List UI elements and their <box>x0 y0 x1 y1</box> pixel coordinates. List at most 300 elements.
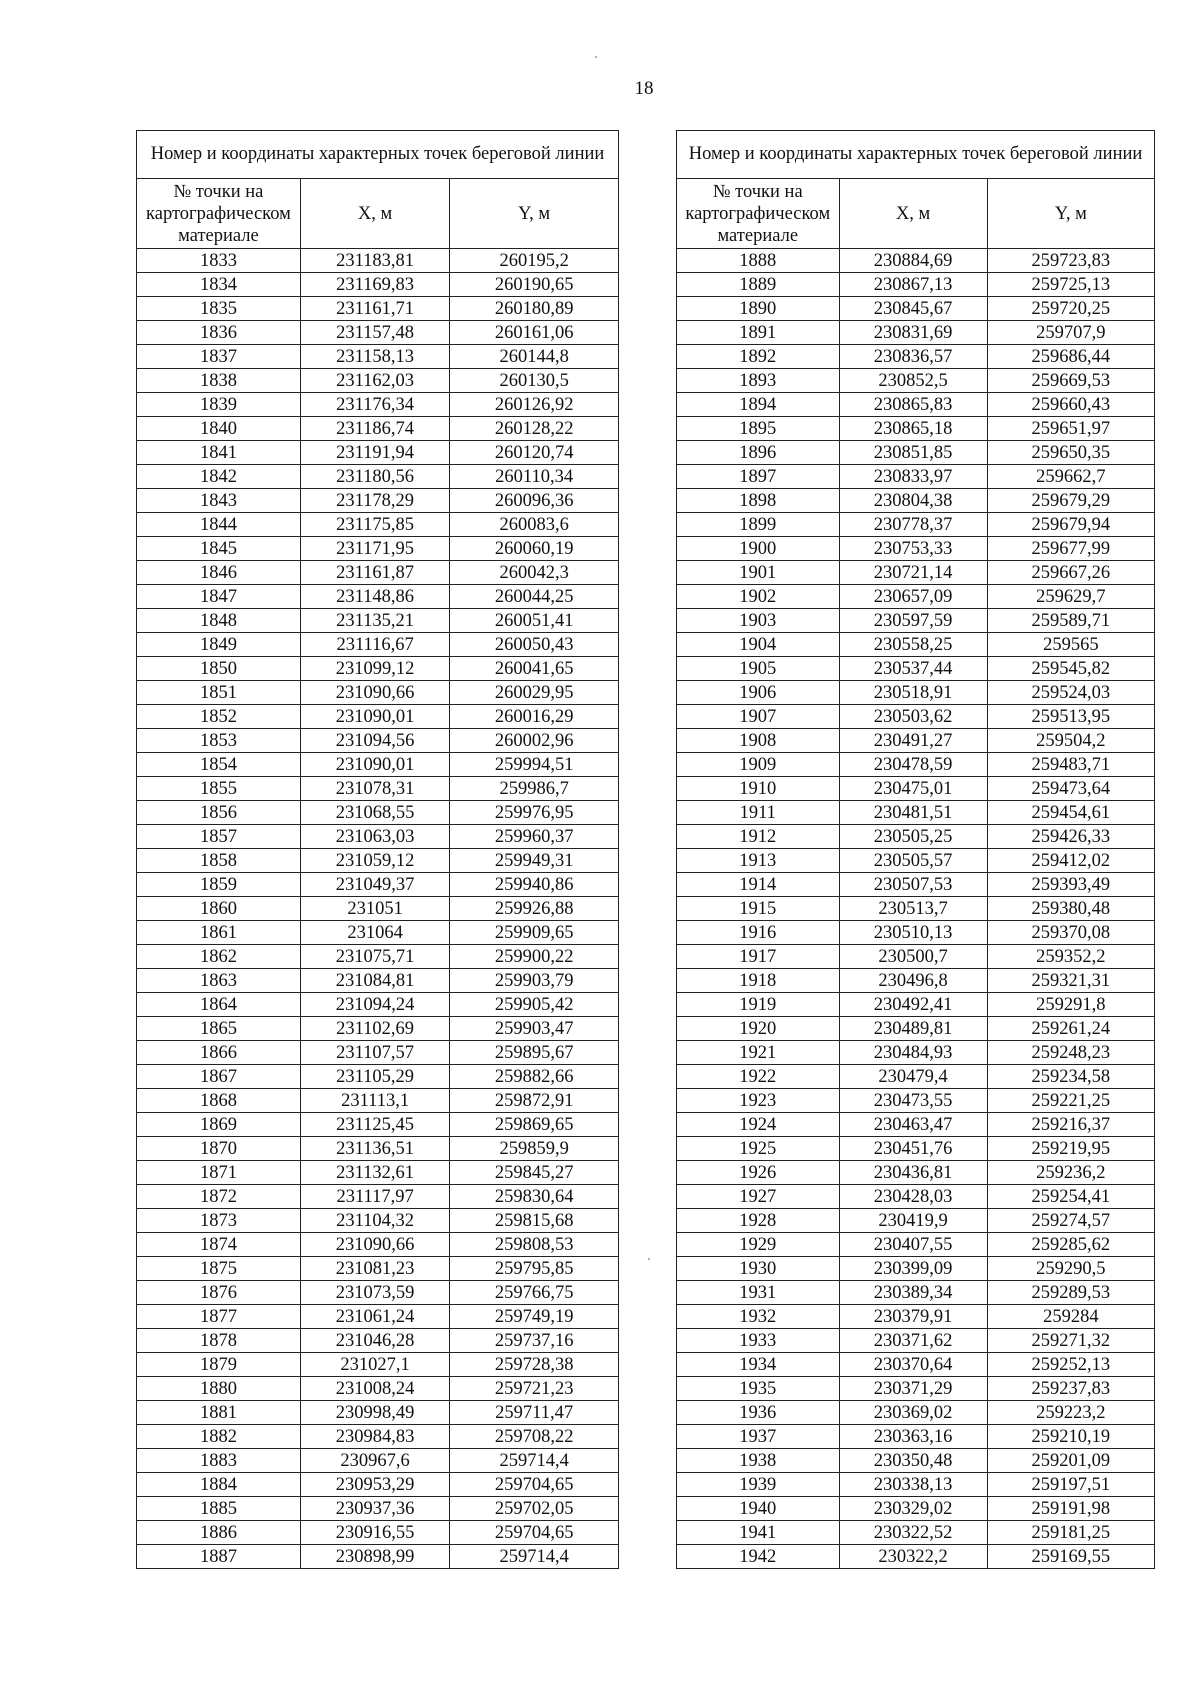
cell-point-number: 1917 <box>677 945 840 969</box>
cell-y: 259721,23 <box>450 1377 619 1401</box>
cell-y: 259869,65 <box>450 1113 619 1137</box>
cell-x: 230329,02 <box>839 1497 987 1521</box>
cell-x: 231084,81 <box>300 969 449 993</box>
cell-point-number: 1895 <box>677 417 840 441</box>
cell-point-number: 1897 <box>677 465 840 489</box>
table-row <box>677 753 1155 777</box>
cell-y: 260029,95 <box>450 681 619 705</box>
scan-speck <box>648 1258 650 1260</box>
table-row <box>137 801 619 825</box>
cell-y: 259815,68 <box>450 1209 619 1233</box>
cell-x: 231135,21 <box>300 609 449 633</box>
table-row <box>137 1377 619 1401</box>
cell-point-number: 1914 <box>677 873 840 897</box>
cell-y: 260144,8 <box>450 345 619 369</box>
cell-x: 230833,97 <box>839 465 987 489</box>
cell-y: 259252,13 <box>987 1353 1154 1377</box>
table-row <box>677 369 1155 393</box>
cell-point-number: 1868 <box>137 1089 301 1113</box>
cell-x: 230399,09 <box>839 1257 987 1281</box>
cell-y: 259291,8 <box>987 993 1154 1017</box>
cell-x: 230407,55 <box>839 1233 987 1257</box>
table-row <box>137 417 619 441</box>
cell-y: 259234,58 <box>987 1065 1154 1089</box>
cell-point-number: 1852 <box>137 705 301 729</box>
cell-x: 230558,25 <box>839 633 987 657</box>
cell-point-number: 1942 <box>677 1545 840 1569</box>
table-row <box>137 633 619 657</box>
cell-x: 231046,28 <box>300 1329 449 1353</box>
table-row <box>137 897 619 921</box>
cell-x: 231008,24 <box>300 1377 449 1401</box>
table-row <box>137 993 619 1017</box>
cell-y: 259737,16 <box>450 1329 619 1353</box>
table-row <box>677 561 1155 585</box>
cell-point-number: 1837 <box>137 345 301 369</box>
cell-x: 230867,13 <box>839 273 987 297</box>
cell-x: 230500,7 <box>839 945 987 969</box>
cell-point-number: 1864 <box>137 993 301 1017</box>
cell-y: 259504,2 <box>987 729 1154 753</box>
cell-x: 231157,48 <box>300 321 449 345</box>
cell-point-number: 1937 <box>677 1425 840 1449</box>
table-row <box>137 1209 619 1233</box>
cell-x: 230478,59 <box>839 753 987 777</box>
cell-x: 230484,93 <box>839 1041 987 1065</box>
cell-point-number: 1891 <box>677 321 840 345</box>
cell-x: 231081,23 <box>300 1257 449 1281</box>
cell-point-number: 1870 <box>137 1137 301 1161</box>
table-row <box>137 441 619 465</box>
table-row <box>677 1449 1155 1473</box>
cell-x: 231049,37 <box>300 873 449 897</box>
cell-x: 231075,71 <box>300 945 449 969</box>
column-header-y: Y, м <box>987 179 1154 249</box>
cell-x: 230491,27 <box>839 729 987 753</box>
cell-x: 231132,61 <box>300 1161 449 1185</box>
table-row <box>677 1281 1155 1305</box>
cell-point-number: 1850 <box>137 657 301 681</box>
cell-point-number: 1921 <box>677 1041 840 1065</box>
cell-point-number: 1924 <box>677 1113 840 1137</box>
table-row <box>137 1497 619 1521</box>
cell-point-number: 1919 <box>677 993 840 1017</box>
cell-x: 230937,36 <box>300 1497 449 1521</box>
table-row <box>677 417 1155 441</box>
cell-y: 259285,62 <box>987 1233 1154 1257</box>
cell-point-number: 1900 <box>677 537 840 561</box>
table-row <box>137 345 619 369</box>
table-row <box>137 777 619 801</box>
cell-point-number: 1889 <box>677 273 840 297</box>
cell-point-number: 1836 <box>137 321 301 345</box>
cell-y: 259513,95 <box>987 705 1154 729</box>
cell-point-number: 1854 <box>137 753 301 777</box>
cell-y: 259882,66 <box>450 1065 619 1089</box>
cell-x: 231158,13 <box>300 345 449 369</box>
cell-x: 230322,52 <box>839 1521 987 1545</box>
cell-y: 259679,29 <box>987 489 1154 513</box>
table-row <box>677 345 1155 369</box>
cell-x: 231107,57 <box>300 1041 449 1065</box>
cell-point-number: 1862 <box>137 945 301 969</box>
cell-y: 260044,25 <box>450 585 619 609</box>
cell-x: 231186,74 <box>300 417 449 441</box>
cell-x: 230865,18 <box>839 417 987 441</box>
cell-point-number: 1883 <box>137 1449 301 1473</box>
cell-x: 230984,83 <box>300 1425 449 1449</box>
cell-x: 231162,03 <box>300 369 449 393</box>
table-row <box>677 801 1155 825</box>
cell-y: 259321,31 <box>987 969 1154 993</box>
cell-point-number: 1882 <box>137 1425 301 1449</box>
table-row <box>677 1017 1155 1041</box>
cell-y: 259290,5 <box>987 1257 1154 1281</box>
table-row <box>677 1257 1155 1281</box>
cell-point-number: 1840 <box>137 417 301 441</box>
cell-y: 259380,48 <box>987 897 1154 921</box>
cell-x: 231116,67 <box>300 633 449 657</box>
cell-y: 260120,74 <box>450 441 619 465</box>
cell-y: 259909,65 <box>450 921 619 945</box>
table-row <box>137 369 619 393</box>
cell-y: 259248,23 <box>987 1041 1154 1065</box>
cell-x: 231171,95 <box>300 537 449 561</box>
cell-point-number: 1922 <box>677 1065 840 1089</box>
cell-point-number: 1899 <box>677 513 840 537</box>
table-row <box>137 273 619 297</box>
cell-x: 231090,66 <box>300 1233 449 1257</box>
cell-point-number: 1887 <box>137 1545 301 1569</box>
table-row <box>137 489 619 513</box>
cell-x: 230370,64 <box>839 1353 987 1377</box>
cell-x: 230753,33 <box>839 537 987 561</box>
cell-point-number: 1869 <box>137 1113 301 1137</box>
cell-x: 230597,59 <box>839 609 987 633</box>
table-row <box>137 1089 619 1113</box>
table-row <box>677 321 1155 345</box>
cell-y: 259704,65 <box>450 1521 619 1545</box>
cell-y: 260060,19 <box>450 537 619 561</box>
cell-y: 259926,88 <box>450 897 619 921</box>
cell-y: 259905,42 <box>450 993 619 1017</box>
cell-y: 260002,96 <box>450 729 619 753</box>
table-row <box>137 609 619 633</box>
cell-y: 260190,65 <box>450 273 619 297</box>
page-number: 18 <box>634 78 654 99</box>
cell-y: 260130,5 <box>450 369 619 393</box>
cell-y: 259859,9 <box>450 1137 619 1161</box>
table-row <box>677 825 1155 849</box>
table-row <box>677 777 1155 801</box>
table-row <box>677 585 1155 609</box>
cell-point-number: 1879 <box>137 1353 301 1377</box>
cell-point-number: 1845 <box>137 537 301 561</box>
cell-y: 260180,89 <box>450 297 619 321</box>
cell-point-number: 1929 <box>677 1233 840 1257</box>
cell-point-number: 1936 <box>677 1401 840 1425</box>
cell-y: 259708,22 <box>450 1425 619 1449</box>
table-row <box>137 1545 619 1569</box>
cell-point-number: 1893 <box>677 369 840 393</box>
cell-x: 230369,02 <box>839 1401 987 1425</box>
table-row <box>677 273 1155 297</box>
cell-y: 259766,75 <box>450 1281 619 1305</box>
cell-point-number: 1931 <box>677 1281 840 1305</box>
cell-x: 230505,57 <box>839 849 987 873</box>
table-row <box>677 633 1155 657</box>
table-row <box>137 1401 619 1425</box>
cell-point-number: 1934 <box>677 1353 840 1377</box>
cell-x: 231064 <box>300 921 449 945</box>
cell-x: 230851,85 <box>839 441 987 465</box>
cell-y: 259545,82 <box>987 657 1154 681</box>
cell-x: 230463,47 <box>839 1113 987 1137</box>
table-row <box>137 753 619 777</box>
cell-point-number: 1847 <box>137 585 301 609</box>
cell-x: 231161,87 <box>300 561 449 585</box>
table-row <box>137 1449 619 1473</box>
cell-x: 230489,81 <box>839 1017 987 1041</box>
cell-point-number: 1913 <box>677 849 840 873</box>
cell-y: 260128,22 <box>450 417 619 441</box>
table-row <box>137 681 619 705</box>
cell-x: 230496,8 <box>839 969 987 993</box>
cell-x: 231169,83 <box>300 273 449 297</box>
cell-x: 230371,62 <box>839 1329 987 1353</box>
cell-x: 230389,34 <box>839 1281 987 1305</box>
cell-x: 231180,56 <box>300 465 449 489</box>
table-row <box>137 249 619 273</box>
cell-y: 259808,53 <box>450 1233 619 1257</box>
cell-y: 259662,7 <box>987 465 1154 489</box>
table-row <box>677 1209 1155 1233</box>
table-row <box>677 441 1155 465</box>
cell-x: 230831,69 <box>839 321 987 345</box>
cell-x: 230884,69 <box>839 249 987 273</box>
table-row <box>677 1305 1155 1329</box>
table-row <box>677 657 1155 681</box>
table-title: Номер и координаты характерных точек береговой линии <box>137 131 619 179</box>
table-row <box>137 1425 619 1449</box>
cell-point-number: 1871 <box>137 1161 301 1185</box>
cell-x: 230845,67 <box>839 297 987 321</box>
table-row <box>677 1545 1155 1569</box>
cell-point-number: 1908 <box>677 729 840 753</box>
cell-point-number: 1892 <box>677 345 840 369</box>
cell-y: 259872,91 <box>450 1089 619 1113</box>
cell-y: 260050,43 <box>450 633 619 657</box>
cell-point-number: 1839 <box>137 393 301 417</box>
cell-point-number: 1941 <box>677 1521 840 1545</box>
table-row <box>677 1233 1155 1257</box>
cell-y: 259976,95 <box>450 801 619 825</box>
cell-point-number: 1940 <box>677 1497 840 1521</box>
cell-y: 259686,44 <box>987 345 1154 369</box>
cell-x: 231090,66 <box>300 681 449 705</box>
cell-x: 231063,03 <box>300 825 449 849</box>
table-row <box>677 1353 1155 1377</box>
cell-y: 259720,25 <box>987 297 1154 321</box>
table-row <box>677 1497 1155 1521</box>
cell-y: 259714,4 <box>450 1449 619 1473</box>
cell-x: 231059,12 <box>300 849 449 873</box>
cell-y: 259679,94 <box>987 513 1154 537</box>
coordinates-table-right <box>676 130 1155 1569</box>
cell-point-number: 1860 <box>137 897 301 921</box>
cell-x: 231183,81 <box>300 249 449 273</box>
cell-y: 259723,83 <box>987 249 1154 273</box>
cell-x: 231136,51 <box>300 1137 449 1161</box>
cell-x: 231068,55 <box>300 801 449 825</box>
cell-x: 230998,49 <box>300 1401 449 1425</box>
cell-point-number: 1841 <box>137 441 301 465</box>
cell-y: 259219,95 <box>987 1137 1154 1161</box>
cell-x: 230518,91 <box>839 681 987 705</box>
cell-y: 259412,02 <box>987 849 1154 873</box>
cell-x: 231099,12 <box>300 657 449 681</box>
cell-y: 259261,24 <box>987 1017 1154 1041</box>
cell-y: 259201,09 <box>987 1449 1154 1473</box>
cell-x: 231078,31 <box>300 777 449 801</box>
cell-point-number: 1873 <box>137 1209 301 1233</box>
cell-x: 230852,5 <box>839 369 987 393</box>
cell-y: 259197,51 <box>987 1473 1154 1497</box>
cell-x: 230865,83 <box>839 393 987 417</box>
cell-point-number: 1903 <box>677 609 840 633</box>
cell-y: 259795,85 <box>450 1257 619 1281</box>
cell-y: 260051,41 <box>450 609 619 633</box>
cell-y: 259524,03 <box>987 681 1154 705</box>
cell-y: 259629,7 <box>987 585 1154 609</box>
cell-x: 230451,76 <box>839 1137 987 1161</box>
cell-point-number: 1866 <box>137 1041 301 1065</box>
cell-y: 259830,64 <box>450 1185 619 1209</box>
table-row <box>137 657 619 681</box>
table-row <box>137 1473 619 1497</box>
cell-x: 230513,7 <box>839 897 987 921</box>
cell-y: 259236,2 <box>987 1161 1154 1185</box>
cell-point-number: 1857 <box>137 825 301 849</box>
cell-point-number: 1838 <box>137 369 301 393</box>
table-row <box>677 1401 1155 1425</box>
cell-x: 231090,01 <box>300 705 449 729</box>
table-row <box>677 729 1155 753</box>
cell-point-number: 1906 <box>677 681 840 705</box>
cell-point-number: 1842 <box>137 465 301 489</box>
cell-y: 259210,19 <box>987 1425 1154 1449</box>
cell-point-number: 1835 <box>137 297 301 321</box>
cell-y: 259667,26 <box>987 561 1154 585</box>
column-header-x: X, м <box>300 179 449 249</box>
cell-y: 259728,38 <box>450 1353 619 1377</box>
table-row <box>137 1353 619 1377</box>
table-row <box>677 513 1155 537</box>
cell-x: 230419,9 <box>839 1209 987 1233</box>
cell-x: 230475,01 <box>839 777 987 801</box>
table-title: Номер и координаты характерных точек береговой линии <box>677 131 1155 179</box>
table-row <box>137 1233 619 1257</box>
cell-y: 259651,97 <box>987 417 1154 441</box>
cell-x: 230505,25 <box>839 825 987 849</box>
table-row <box>137 729 619 753</box>
cell-x: 231148,86 <box>300 585 449 609</box>
cell-y: 259845,27 <box>450 1161 619 1185</box>
table-row <box>137 1185 619 1209</box>
table-row <box>677 1161 1155 1185</box>
cell-point-number: 1849 <box>137 633 301 657</box>
cell-y: 259284 <box>987 1305 1154 1329</box>
cell-point-number: 1894 <box>677 393 840 417</box>
cell-y: 259221,25 <box>987 1089 1154 1113</box>
table-row <box>677 393 1155 417</box>
cell-point-number: 1912 <box>677 825 840 849</box>
cell-point-number: 1865 <box>137 1017 301 1041</box>
cell-point-number: 1918 <box>677 969 840 993</box>
table-row <box>677 489 1155 513</box>
cell-y: 259960,37 <box>450 825 619 849</box>
cell-point-number: 1916 <box>677 921 840 945</box>
cell-x: 230363,16 <box>839 1425 987 1449</box>
table-row <box>677 873 1155 897</box>
table-row <box>677 1185 1155 1209</box>
cell-point-number: 1833 <box>137 249 301 273</box>
table-row <box>677 1377 1155 1401</box>
cell-y: 259895,67 <box>450 1041 619 1065</box>
cell-y: 259986,7 <box>450 777 619 801</box>
table-row <box>137 849 619 873</box>
cell-y: 260110,34 <box>450 465 619 489</box>
cell-point-number: 1880 <box>137 1377 301 1401</box>
cell-y: 259473,64 <box>987 777 1154 801</box>
table-row <box>677 705 1155 729</box>
cell-x: 231125,45 <box>300 1113 449 1137</box>
cell-point-number: 1905 <box>677 657 840 681</box>
table-row <box>137 945 619 969</box>
cell-y: 259589,71 <box>987 609 1154 633</box>
table-row <box>137 921 619 945</box>
cell-x: 230473,55 <box>839 1089 987 1113</box>
cell-y: 259565 <box>987 633 1154 657</box>
cell-x: 231178,29 <box>300 489 449 513</box>
cell-point-number: 1932 <box>677 1305 840 1329</box>
table-row <box>137 825 619 849</box>
cell-x: 231090,01 <box>300 753 449 777</box>
table-row <box>677 297 1155 321</box>
cell-x: 230350,48 <box>839 1449 987 1473</box>
cell-y: 259704,65 <box>450 1473 619 1497</box>
cell-x: 231073,59 <box>300 1281 449 1305</box>
scan-speck <box>595 56 597 58</box>
table-row <box>137 513 619 537</box>
table-row <box>137 1137 619 1161</box>
table-row <box>677 681 1155 705</box>
table-row <box>677 1137 1155 1161</box>
cell-point-number: 1851 <box>137 681 301 705</box>
cell-point-number: 1939 <box>677 1473 840 1497</box>
cell-x: 231191,94 <box>300 441 449 465</box>
cell-point-number: 1927 <box>677 1185 840 1209</box>
cell-y: 259940,86 <box>450 873 619 897</box>
cell-x: 230507,53 <box>839 873 987 897</box>
cell-x: 231094,56 <box>300 729 449 753</box>
cell-x: 230371,29 <box>839 1377 987 1401</box>
cell-x: 230898,99 <box>300 1545 449 1569</box>
cell-point-number: 1859 <box>137 873 301 897</box>
cell-x: 231102,69 <box>300 1017 449 1041</box>
cell-point-number: 1858 <box>137 849 301 873</box>
cell-y: 259352,2 <box>987 945 1154 969</box>
